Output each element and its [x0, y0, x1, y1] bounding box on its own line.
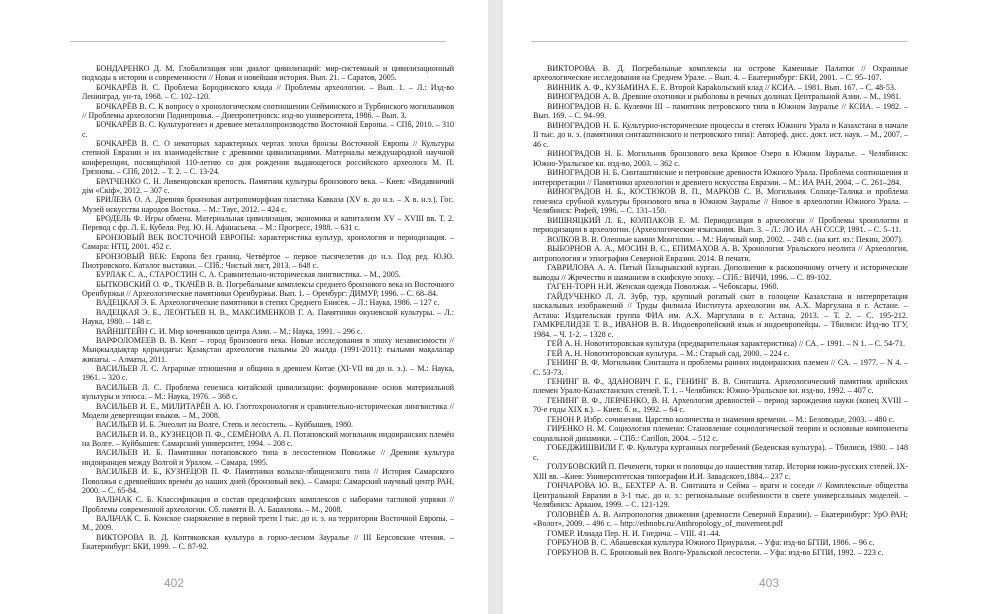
- bibliography-entry: ГОРБУНОВ В. С. Абашевская культура Южного Приуралья. – Уфа: изд-во БГПИ, 1986. – 96 с.: [547, 538, 875, 548]
- bibliography-entry: БОЧКАРЁВ В. С. Проблема Бородинского клада // Проблемы археологии. – Вып. 1. – Л.: Изд-во Ленинград. ун-та, 1968. – С. 102–120.: [82, 82, 454, 102]
- bibliography-entry: ВАСИЛЬЕВ И. В., КУЗНЕЦОВ П. Ф., СЕМЁНОВА А. П. Потаповский могильник индоиранских племён на Волге. – Куйбышев: Самарский университет, 1994. – 208 с.: [82, 429, 454, 448]
- bibliography-entry: БРАТЧЕНКО С. Н. Ливенцовская крепость. Памятник культуры бронзового века. – Киев: «Видавничий дім «Скіф», 2012. – 307 с.: [82, 176, 454, 195]
- bibliography-entry: ВИНОГРАДОВ А. В. Древние охотники и рыболовы в речных долинах Центральной Азии. – М., 1981.: [547, 92, 902, 102]
- bibliography-entry: ВАЙНШТЕЙН С. И. Мир кочевников центра Азии. – М.: Наука, 1991. – 296 с.: [96, 326, 363, 336]
- bibliography-entry: БОЧКАРЁВ В. С. О некоторых характерных чертах эпохи бронзы Восточной Европы // Культуры степной Евразии и их взаимодействие с древними цивилизациями. Материалы международной научной конференции, посвящённой 110-летию со дня рождения выдающегося российского археолога М. П. Грязнова. – СПб, 2012. – Т. 2. – С. 13-24.: [82, 139, 454, 177]
- bibliography-entry: ВИНОГРАДОВ Н. Б. Могильник бронзового века Кривое Озеро в Южном Зауралье. – Челябинск: Южно-Уральское кн. изд-во, 2003. – 362 с.: [533, 149, 908, 168]
- bibliography-entry: ВИННИК А. Ф., КУЗЬМИНА Е. Е. Второй Караkольский клад // КСИА. – 1981. Вып. 167. – С. 48-53.: [547, 82, 896, 92]
- header-rule: [531, 41, 907, 42]
- bibliography-entry: ГЕНИНГ В. Ф., ЛЕВЧЕНКО, В. Н. Археология древностей – период зарождения науки (конец XVIII – 70-е годы XIX в.). – Киев: б. и., 1992. – 64 с.: [533, 395, 908, 415]
- bibliography-entry: ГЕНИНГ В. Ф., ЗДАНОВИЧ Г. Б., ГЕНИНГ В. В. Синташта. Археологический памятник арийских племен Урало-Казахстанских степей. Т. 1. – Челябинск: Южно-Уральское кн. изд-во, 1992. – 407 с.: [533, 376, 908, 396]
- bibliography-entry: ГИРЕНКО Н. М. Социология племени: Становление социологической теории и основные компоненты социальной динамики. – СПб.: Carillon, 2004. – 512 с.: [533, 424, 908, 443]
- bibliography-entry: ГОБЕДЖИШВИЛИ Г. Ф. Культура курганных погребений (Беденская культура). – Тбилиси, 1980. – 148 с.: [533, 443, 908, 462]
- bibliography-entry: ВАРФОЛОМЕЕВ В. В. Кент – город бронзового века. Новые исследования в эпоху независимости // Мыңжылдықтар қорындағы: Қазақстан археология ғылымы 20 жылда (1991-2011): ғылыми мақалалар жинағы. – Алматы, 2011.: [82, 335, 454, 364]
- bibliography-entry: ВИКТОРОВА В. Д. Коптяковская культура в горно-лесном Зауралье // III Берсовские чтения. – Екатеринбург: БКИ, 1999. – С. 87-92.: [82, 532, 454, 552]
- bibliography-entry: БРОДЕЛЬ Ф. Игры обмена. Материальная цивилизация, экономика и капитализм XV – XVIII вв. Т. 2. Перевод с фр. Л. Е. Кубеля. Ред. Ю. Н. Афанасьева. – М.: Прогресс, 1988. – 631 с.: [82, 214, 454, 233]
- bibliography-list: [82, 64, 454, 552]
- bibliography-list: [533, 64, 908, 557]
- bibliography-entry: ВИНОГРАДОВ Н. Б., КОСТЮКОВ В. П., МАРКОВ С. В. Могильник Солнце-Талика и проблема генезиса срубной культуры бронзового века в Южном Зауралье // Новое в археологии Южного Урала. – Челябинск: Рифей, 1996. – С. 131–150.: [533, 187, 908, 216]
- bibliography-entry: БУРЛАК С. А., СТАРОСТИН С. А. Сравнительно-историческая лингвистика. – М., 2005.: [96, 270, 401, 280]
- bibliography-entry: ГОНЧАРОВА Ю. В., БЕХТЕР А. В. Синташта и Сейма – враги и соседи // Комплексные общества Центральной Евразии в 3-1 тыс. до н. э.: региональные особенности в свете универсальных моделей. – Челябинск: Аркаим, 1999. – С. 121-129.: [533, 481, 908, 510]
- bibliography-entry: ВОЛКОВ В. В. Оленные камни Монголии. – М.: Научный мир, 2002. – 248 с. (на кит. яз.: Пекин, 2007).: [547, 234, 903, 244]
- bibliography-entry: ВАЛЬЧАК С. Б. Классификация и состав предскифских комплексов с наборами тагловой упряжи // Проблемы современной археологии. Сб. памяти В. А. Башилова. – М., 2008.: [82, 495, 454, 514]
- bibliography-entry: ГОРБУНОВ В. С. Бронзовый век Волго-Уральской лесостепи. – Уфа: изд-во БГПИ, 1992. – 223 с.: [547, 547, 884, 557]
- bibliography-entry: БРОНЗОВЫЙ ВЕК: Европа без границ. Четвёртое – первое тысячелетия до н.э. Под ред. Ю.Ю. Пиотровского. Каталог выставки. – СПб.: Чистый лист, 2013. – 648 с.: [82, 251, 454, 270]
- bibliography-entry: ГОЛУБОВСКИЙ П. Печенеги, торки и половцы до нашествия татар. История южно-русских степей. IX-XIII вв. –Киев: Университетская типография И.И. Завадского,1884.– 237 с.: [533, 462, 908, 481]
- bibliography-entry: ГЕЙ А. Н. Новотиторовская культура. – М.: Старый сад, 2000. – 224 с.: [547, 348, 790, 358]
- bibliography-entry: ВИШНЯЦКИЙ Л. Б., КОЛПАКОВ Е. М. Периодизация в археологии // Проблемы хронологии и периодизации в археологии. (Археологические изыскания. Вып. 3. – Л.: ЛО ИА АН СССР, 1991. – С. 5–11.: [533, 215, 908, 235]
- bibliography-entry: ГАВРИЛОВА А. А. Пятый Пазырыкский курган. Дополнение к раскопочному отчету и исторические выводы // Жречество и шаманизм в скифскую эпоху. – СПб.: ВИЧИ, 1996. – С. 89-102.: [533, 263, 908, 282]
- bibliography-entry: ВАСИЛЬЕВ И. Б. Памятники потаповского типа в лесостепном Поволжье // Древняя культура индоиранцев между Волгой и Уралом. – Самара, 1995.: [82, 448, 454, 467]
- bibliography-entry: ГЕНИНГ В. Ф. Могильник Синташта и проблемы ранних индоиранских племен // СА. – 1977. – N 4. – С. 53-73.: [533, 358, 908, 377]
- bibliography-entry: ВАСИЛЬЕВ И. Е., МИЛИТАРЁВ А. Ю. Глоттохронология и сравнительно-историческая лингвистика // Модели девергенции языков. – М., 2008.: [82, 401, 454, 420]
- bibliography-entry: ГАГЕН-ТОРН Н.И. Женская одежда Поволжья. – Чебоксары, 1960.: [547, 282, 779, 292]
- bibliography-entry: БОЧКАРЁВ В. С. К вопросу о хронологическом соотношении Сейминского и Турбинского могильников // Проблемы археологии Поднепровья. – Днепропетровск: изд-во университета, 1986. – Вып. 3.: [82, 101, 454, 120]
- page-number: 402: [164, 576, 185, 590]
- bibliography-entry: БРИЛЕВА О. А. Древняя бронзовая антропоморфная пластика Кавказа (XV в. до н.э. – X в. н.э.). Гос. Музей искусства народов Востока. – М.: Таус, 2012. – 424 с.: [82, 195, 454, 214]
- bibliography-entry: БЫТКОВСКИЙ О. Ф., ТКАЧЁВ В. В. Погребальные комплексы среднего бронзового века из Восточного Оренбуржья // Археологические памятники Оренбуржья. Вып. 1. – Оренбург: ДИМУР, 1996. – С. 68–84.: [82, 279, 454, 298]
- bibliography-entry: БОНДАРЕНКО Д. М. Глобализация или диалог цивилизаций: мир-системный и цивилизационный подходы к истории и современности // Новая и новейшая история. Вып. 21. – Саратов, 2005.: [82, 64, 454, 83]
- header-rule: [70, 41, 446, 42]
- bibliography-entry: ВИКТОРОВА В. Д. Погребальные комплексы на острове Каменные Палатки // Охранные археологические исследования на Среднем Урале. – Вып. 4. – Екатеринбург: БКИ, 2001. – С. 95–107.: [533, 64, 908, 83]
- bibliography-entry: ВИНОГРАДОВ Н. Б. Синташтинские и петровские древности Южного Урала. Проблема соотношения и интерпретации // Памятники археологии и древнего искусства Евразии. – М.: ИА РАН, 2004. – С. 261–284.: [533, 168, 908, 187]
- bibliography-entry: ВАЛЬЧАК С. Б. Конское снаряжение в первой трети I тыс. до н. э. на территории Восточной Европы. – М., 2009.: [82, 514, 454, 533]
- left-page: [0, 0, 488, 614]
- bibliography-entry: ВАДЕЦКАЯ Э. Б. Археологические памятники в степях Среднего Енисея. – Л.: Наука, 1986. – 127 с.: [96, 298, 440, 308]
- bibliography-entry: ГАЙДУЧЕНКО Л. Л. Зубр, тур, крупный рогатый скот в голоцене Казахстана и интерпретация наскальных изображений // Труды филиала Института археологии им. А.Х. Маргулана в г. Астане. – Астана: Издательская группа ФИА им. А.Х. Маргулана в г. Астана, 2013. – Т. 2. – С. 195-212. ГАМКРЕЛИДЗЕ Т. В., ИВАНОВ В. В. Индоевропейский язык и индоевропейцы. – Тбилиси: Изд-во ТГУ, 1984. – Ч. 1-2. – 1328 с.: [533, 291, 908, 339]
- right-page: [503, 0, 991, 614]
- bibliography-entry: БРОНЗОВЫЙ ВЕК ВОСТОЧНОЙ ЕВРОПЫ: характеристика культур, хронология и периодизация. – Самара: НТЦ, 2001. 452 с.: [82, 232, 454, 252]
- bibliography-entry: ВИНОГРАДОВ Н. Б. Культурно-исторические процессы в степях Южного Урала и Казахстана в начале II тыс. до н. э. (памятники синташтинского и петровского типа): Автореф. дисс. докт. ист. наук. – М., 2007. – 46 с.: [533, 120, 908, 149]
- bibliography-entry: БОЧКАРЁВ В. С. Культурогенез и древнее металлопроизводство Восточной Европы. – СПб, 2010. – 310 с.: [82, 120, 454, 139]
- bibliography-entry: ГОМЕР. Илиада Пер. Н. И. Гнедича. – VIII. 41–44.: [547, 528, 721, 538]
- bibliography-entry: ВАСИЛЬЕВ И. Б. Энеолит на Волге. Степь и лесостепь. – Куйбышев, 1980.: [96, 420, 353, 430]
- bibliography-entry: ВАСИЛЬЕВ Л. С. Проблема генезиса китайской цивилизации: формирование основ материальной культуры и этноса. – М.: Наука, 1976. – 368 с.: [82, 382, 454, 402]
- bibliography-entry: ВЫБОРНОВ А. А., МОСИН В. С., ЕПИМАХОВ А. В. Хронология Уральского неолита // Археология, антропология и этнография Северной Евразии. 2014. В печати.: [533, 244, 908, 263]
- bibliography-entry: ГОЛОВНЁВ А. В. Антропология движения (древности Северной Евразии). – Екатеринбург: УрО РАН; «Волот», 2009. – 496 с. – http://ethnobs.ru/Anthropology_of_movement.pdf: [533, 509, 908, 529]
- bibliography-entry: ВИНОГРАДОВ Н. Б. Кулевчи III – памятник петровского типа в Южном Зауралье // КСИА. – 1982. – Вып. 169. – С. 94–99.: [533, 101, 908, 121]
- bibliography-entry: ВАДЕЦКАЯ Э. Б., ЛЕОНТЬЕВ Н. В., МАКСИМЕНКОВ Г. А. Памятники окуневской культуры. – Л.: Наука, 1980. – 148 с.: [82, 307, 454, 327]
- page-number: 403: [759, 576, 780, 590]
- bibliography-entry: ВАСИЛЬЕВ Л. С. Аграрные отношения и община в древнем Китае (XI-VII вв до н. э.). – М.: Наука, 1961. – 320 с.: [82, 364, 454, 383]
- bibliography-entry: ГЕЙ А. Н. Новотиторовская культура (предварительная характеристика) // СА. – 1991. – N 1. – С. 54-71.: [547, 339, 906, 349]
- bibliography-entry: ВАСИЛЬЕВ И. Б., КУЗНЕЦОВ П. Ф. Памятники вольско-лбищенского типа // История Самарского Поволжья с древнейших времён до наших дней (бронзовый век). – Самара: Самарский научный центр РАН, 2000. – С. 65-84.: [82, 467, 454, 495]
- bibliography-entry: ГЕНОН Р. Избр. сочинения. Царство количества и знамения времени. – М.: Беловодье, 2003. – 480 с.: [547, 414, 895, 424]
